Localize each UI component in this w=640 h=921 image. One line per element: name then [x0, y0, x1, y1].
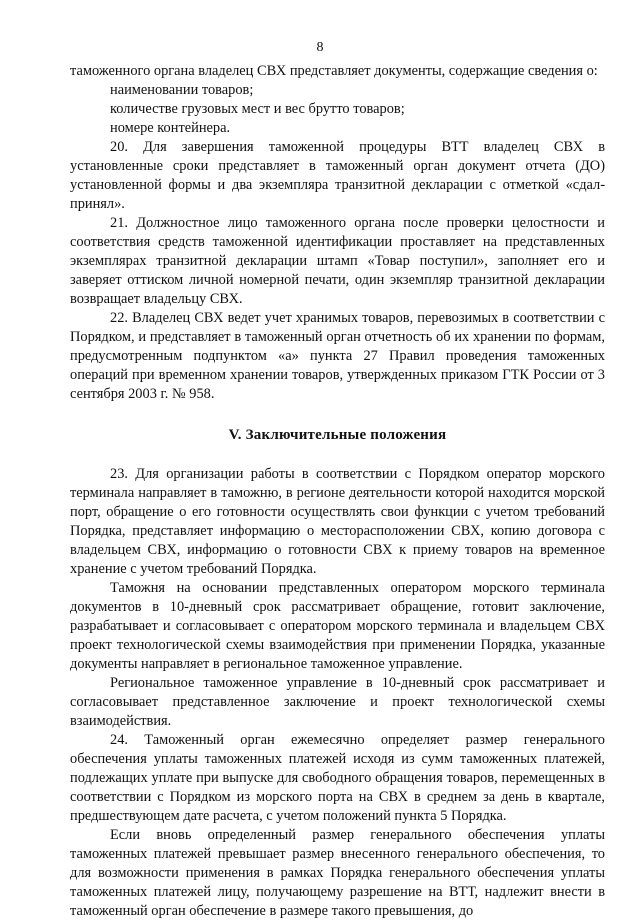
intro-line: таможенного органа владелец СВХ представляет документы, содержащие сведения о:: [70, 63, 598, 79]
paragraph-excess-security: Если вновь определенный размер генерального обеспечения уплаты таможенных платежей превышает размер внесенного генерального обеспечения, то для возможности применения в рамках Порядка генерального обеспечения уплаты таможенных платежей лицу, получающему разрешение на ВТТ, надлежит внести в таможенный орган обеспечение в размере такого превышения, до: [70, 827, 605, 919]
paragraph-regional-review: Региональное таможенное управление в 10-дневный срок рассматривает и согласовывает представленное заключение и проект технологической схемы взаимодействия.: [70, 675, 605, 729]
paragraph-customs-review: Таможня на основании представленных оператором морского терминала документов в 10-дневный срок рассматривает обращение, готовит заключение, разрабатывает и согласовывает с оператором морского терминала и владельцем СВХ проект технологической схемы взаимодействия при применении Порядка, указанные документы направляет в региональное таможенное управление.: [70, 580, 605, 672]
paragraph-21: 21. Должностное лицо таможенного органа после проверки целостности и соответствия средств таможенной идентификации проставляет на представленных экземплярах транзитной декларации штамп «Товар поступил», заполняет его и заверяет оттиском личной номерной печати, один экземпляр транзитной декларации возвращает владельцу СВХ.: [70, 215, 605, 307]
list-item: номере контейнера.: [110, 120, 231, 136]
paragraph-23: 23. Для организации работы в соответствии с Порядком оператор морского терминала направляет в таможню, в регионе деятельности которой находится морской порт, обращение о его готовности осуществлять свои функции с учетом требований Порядка, представляет информацию о месторасположении СВХ, копию договора с владельцем СВХ, информацию о готовности СВХ к приему товаров на временное хранение с учетом требований Порядка.: [70, 466, 605, 577]
paragraph-20: 20. Для завершения таможенной процедуры ВТТ владелец СВХ в установленные сроки представляет в таможенный орган документ отчета (ДО) установленной формы и два экземпляра транзитной декларации с отметкой «сдал-принял».: [70, 139, 605, 212]
section-heading: V. Заключительные положения: [228, 427, 447, 443]
info-list: [70, 81, 605, 138]
page-number: 8: [316, 40, 324, 55]
paragraph-24: 24. Таможенный орган ежемесячно определяет размер генерального обеспечения уплаты таможенных платежей исходя из сумм таможенных платежей, подлежащих уплате при выпуске для свободного обращения товаров, перемещенных в соответствии с Порядком из морского порта на СВХ в среднем за день в квартале, предшествующем дате расчета, с учетом положений пункта 5 Порядка.: [70, 732, 605, 824]
paragraph-22: 22. Владелец СВХ ведет учет хранимых товаров, перевозимых в соответствии с Порядком, и представляет в таможенный орган отчетность об их хранении по формам, предусмотренным подпунктом «а» пункта 27 Правил проведения таможенных операций при временном хранении товаров, утвержденных приказом ГТК России от 3 сентября 2003 г. № 958.: [70, 310, 605, 402]
list-item: наименовании товаров;: [110, 82, 254, 98]
list-item: количестве грузовых мест и вес брутто товаров;: [110, 101, 405, 117]
page-content: [70, 62, 605, 921]
